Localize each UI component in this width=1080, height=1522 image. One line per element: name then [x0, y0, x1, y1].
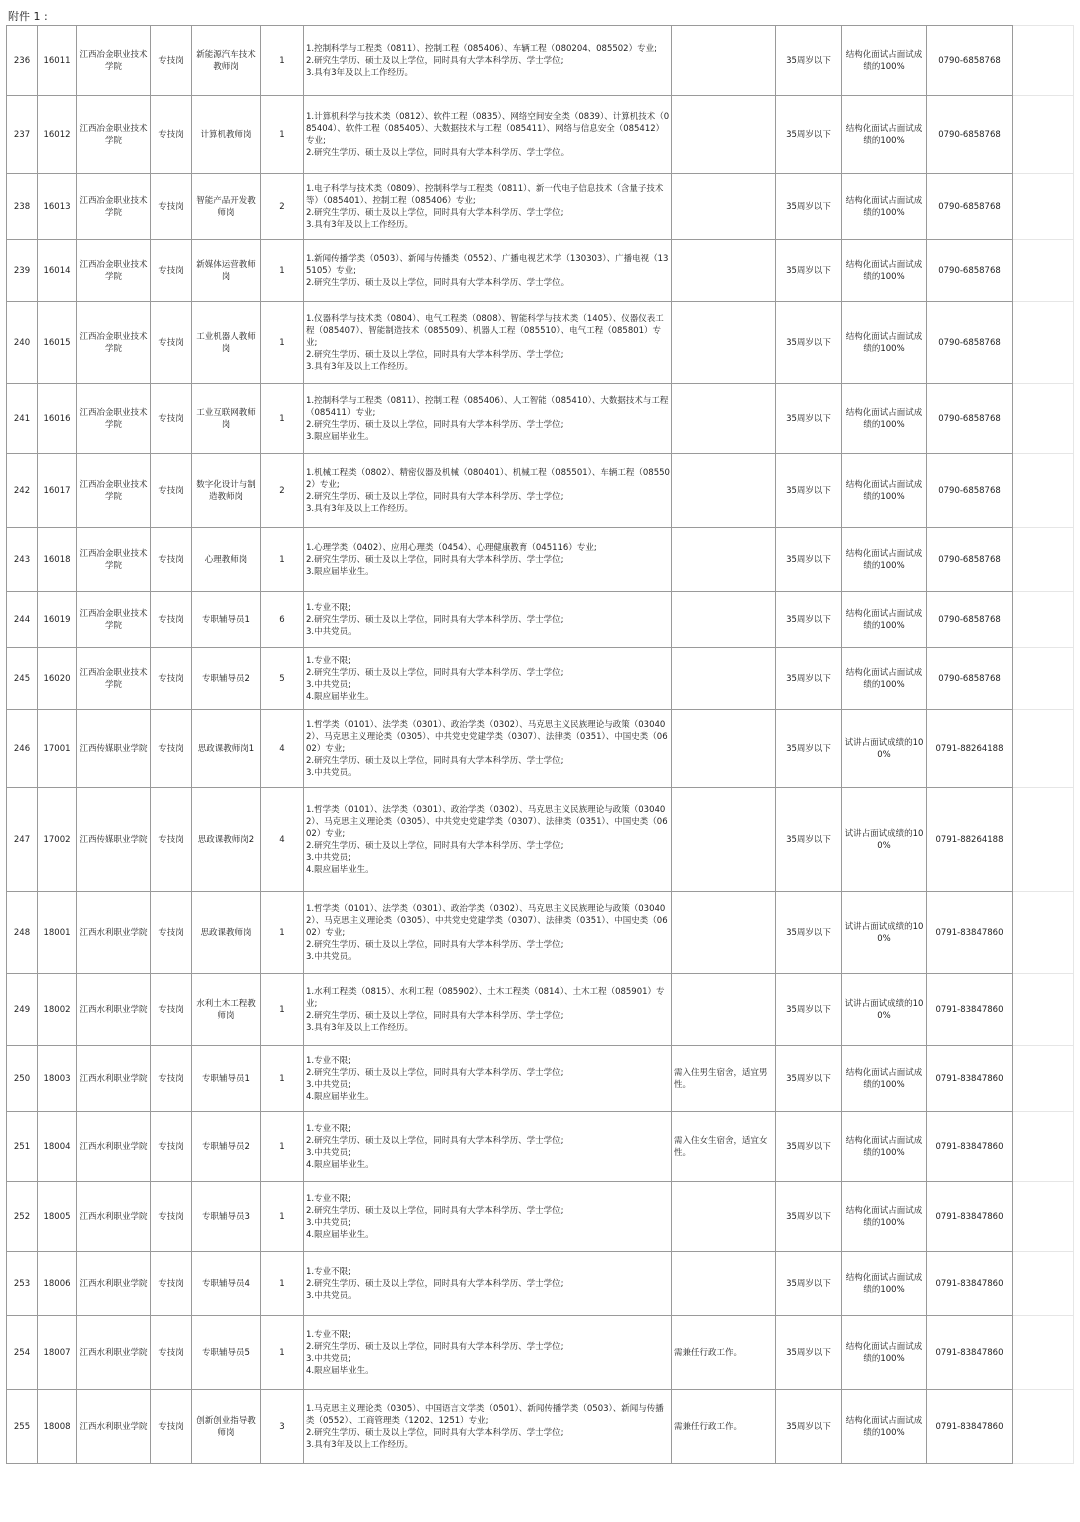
note-cell: 需兼任行政工作。	[672, 1316, 776, 1390]
table-row	[7, 1252, 1074, 1316]
table-row	[7, 302, 1074, 384]
category-cell: 专技岗	[151, 592, 192, 648]
table-row	[7, 892, 1074, 974]
requirements-cell: 1.仪器科学与技术类（0804）、电气工程类（0808）、智能科学与技术类（1405）、仪器仪表工程（085407）、智能制造技术（085509）、机器人工程（085510）、电气工程（085801）专业; 2.研究生学历、硕士及以上学位，同时具有大学本科学历、学士学位; 3.具有3年及以上工作经历。	[304, 302, 672, 384]
unit-cell: 江西水利职业学院	[77, 892, 151, 974]
note-cell	[672, 26, 776, 96]
code-cell: 18003	[38, 1046, 77, 1112]
count-cell: 1	[261, 96, 304, 174]
seq-cell: 252	[7, 1182, 38, 1252]
category-cell: 专技岗	[151, 384, 192, 454]
unit-cell: 江西冶金职业技术学院	[77, 96, 151, 174]
post-cell: 专职辅导员4	[192, 1252, 261, 1316]
age-cell: 35周岁以下	[776, 528, 842, 592]
count-cell: 1	[261, 892, 304, 974]
category-cell: 专技岗	[151, 974, 192, 1046]
unit-cell: 江西水利职业学院	[77, 974, 151, 1046]
table-row	[7, 1112, 1074, 1182]
requirements-cell: 1.控制科学与工程类（0811）、控制工程（085406）、人工智能（085410）、大数据技术与工程（085411）专业; 2.研究生学历、硕士及以上学位，同时具有大学本科学历、学士学位; 3.限应届毕业生。	[304, 384, 672, 454]
code-cell: 16014	[38, 240, 77, 302]
post-cell: 水利土木工程教师岗	[192, 974, 261, 1046]
age-cell: 35周岁以下	[776, 592, 842, 648]
note-cell	[672, 384, 776, 454]
count-cell: 1	[261, 1046, 304, 1112]
category-cell: 专技岗	[151, 454, 192, 528]
code-cell: 17001	[38, 710, 77, 788]
phone-cell: 0791-83847860	[927, 1316, 1013, 1390]
empty-cell	[1013, 384, 1074, 454]
age-cell: 35周岁以下	[776, 648, 842, 710]
age-cell: 35周岁以下	[776, 26, 842, 96]
category-cell: 专技岗	[151, 1390, 192, 1464]
category-cell: 专技岗	[151, 26, 192, 96]
age-cell: 35周岁以下	[776, 1252, 842, 1316]
count-cell: 5	[261, 648, 304, 710]
post-cell: 专职辅导员5	[192, 1316, 261, 1390]
code-cell: 16017	[38, 454, 77, 528]
unit-cell: 江西冶金职业技术学院	[77, 454, 151, 528]
phone-cell: 0791-88264188	[927, 788, 1013, 892]
empty-cell	[1013, 96, 1074, 174]
seq-cell: 236	[7, 26, 38, 96]
requirements-cell: 1.控制科学与工程类（0811）、控制工程（085406）、车辆工程（080204、085502）专业; 2.研究生学历、硕士及以上学位，同时具有大学本科学历、学士学位; 3.具有3年及以上工作经历。	[304, 26, 672, 96]
recruitment-table	[6, 25, 1074, 1464]
table-row	[7, 710, 1074, 788]
requirements-cell: 1.计算机科学与技术类（0812）、软件工程（0835）、网络空间安全类（0839）、计算机技术（085404）、软件工程（085405）、大数据技术与工程（085411）、网络与信息安全（085412）专业; 2.研究生学历、硕士及以上学位，同时具有大学本科学历、学士学位。	[304, 96, 672, 174]
category-cell: 专技岗	[151, 528, 192, 592]
phone-cell: 0791-83847860	[927, 1112, 1013, 1182]
table-row	[7, 454, 1074, 528]
count-cell: 1	[261, 26, 304, 96]
age-cell: 35周岁以下	[776, 1046, 842, 1112]
table-row	[7, 788, 1074, 892]
exam-cell: 试讲占面试成绩的100%	[842, 892, 927, 974]
unit-cell: 江西冶金职业技术学院	[77, 174, 151, 240]
count-cell: 3	[261, 1390, 304, 1464]
seq-cell: 251	[7, 1112, 38, 1182]
requirements-cell: 1.新闻传播学类（0503）、新闻与传播类（0552）、广播电视艺术学（130303）、广播电视（135105）专业; 2.研究生学历、硕士及以上学位，同时具有大学本科学历、学士学位。	[304, 240, 672, 302]
requirements-cell: 1.专业不限; 2.研究生学历、硕士及以上学位，同时具有大学本科学历、学士学位; 3.中共党员; 4.限应届毕业生。	[304, 1112, 672, 1182]
empty-cell	[1013, 528, 1074, 592]
phone-cell: 0790-6858768	[927, 240, 1013, 302]
requirements-cell: 1.电子科学与技术类（0809）、控制科学与工程类（0811）、新一代电子信息技术（含量子技术等）（085401）、控制工程（085406）专业; 2.研究生学历、硕士及以上学位，同时具有大学本科学历、学士学位; 3.具有3年及以上工作经历。	[304, 174, 672, 240]
code-cell: 18002	[38, 974, 77, 1046]
requirements-cell: 1.专业不限; 2.研究生学历、硕士及以上学位，同时具有大学本科学历、学士学位; 3.中共党员。	[304, 1252, 672, 1316]
post-cell: 创新创业指导教师岗	[192, 1390, 261, 1464]
category-cell: 专技岗	[151, 174, 192, 240]
post-cell: 心理教师岗	[192, 528, 261, 592]
exam-cell: 结构化面试占面试成绩的100%	[842, 454, 927, 528]
code-cell: 16019	[38, 592, 77, 648]
exam-cell: 结构化面试占面试成绩的100%	[842, 1390, 927, 1464]
note-cell	[672, 648, 776, 710]
unit-cell: 江西水利职业学院	[77, 1112, 151, 1182]
note-cell	[672, 528, 776, 592]
phone-cell: 0790-6858768	[927, 454, 1013, 528]
count-cell: 2	[261, 174, 304, 240]
code-cell: 18008	[38, 1390, 77, 1464]
table-row	[7, 1316, 1074, 1390]
seq-cell: 250	[7, 1046, 38, 1112]
empty-cell	[1013, 1252, 1074, 1316]
post-cell: 专职辅导员2	[192, 1112, 261, 1182]
empty-cell	[1013, 592, 1074, 648]
unit-cell: 江西水利职业学院	[77, 1252, 151, 1316]
attachment-label: 附件 1 :	[8, 10, 48, 23]
phone-cell: 0791-83847860	[927, 1252, 1013, 1316]
category-cell: 专技岗	[151, 1112, 192, 1182]
category-cell: 专技岗	[151, 788, 192, 892]
requirements-cell: 1.专业不限; 2.研究生学历、硕士及以上学位，同时具有大学本科学历、学士学位; 3.中共党员。	[304, 592, 672, 648]
phone-cell: 0790-6858768	[927, 174, 1013, 240]
age-cell: 35周岁以下	[776, 174, 842, 240]
exam-cell: 结构化面试占面试成绩的100%	[842, 240, 927, 302]
unit-cell: 江西冶金职业技术学院	[77, 592, 151, 648]
post-cell: 数字化设计与制造教师岗	[192, 454, 261, 528]
table-row	[7, 240, 1074, 302]
empty-cell	[1013, 174, 1074, 240]
age-cell: 35周岁以下	[776, 384, 842, 454]
count-cell: 1	[261, 528, 304, 592]
empty-cell	[1013, 974, 1074, 1046]
note-cell	[672, 454, 776, 528]
post-cell: 思政课教师岗1	[192, 710, 261, 788]
exam-cell: 结构化面试占面试成绩的100%	[842, 302, 927, 384]
note-cell: 需兼任行政工作。	[672, 1390, 776, 1464]
category-cell: 专技岗	[151, 710, 192, 788]
unit-cell: 江西水利职业学院	[77, 1046, 151, 1112]
post-cell: 工业互联网教师岗	[192, 384, 261, 454]
phone-cell: 0790-6858768	[927, 648, 1013, 710]
table-row	[7, 1182, 1074, 1252]
code-cell: 16018	[38, 528, 77, 592]
table-row	[7, 974, 1074, 1046]
exam-cell: 结构化面试占面试成绩的100%	[842, 528, 927, 592]
post-cell: 计算机教师岗	[192, 96, 261, 174]
unit-cell: 江西冶金职业技术学院	[77, 302, 151, 384]
code-cell: 16015	[38, 302, 77, 384]
age-cell: 35周岁以下	[776, 1112, 842, 1182]
phone-cell: 0790-6858768	[927, 384, 1013, 454]
requirements-cell: 1.专业不限; 2.研究生学历、硕士及以上学位，同时具有大学本科学历、学士学位; 3.中共党员; 4.限应届毕业生。	[304, 1316, 672, 1390]
note-cell	[672, 892, 776, 974]
seq-cell: 253	[7, 1252, 38, 1316]
note-cell	[672, 240, 776, 302]
unit-cell: 江西冶金职业技术学院	[77, 240, 151, 302]
empty-cell	[1013, 1046, 1074, 1112]
count-cell: 1	[261, 974, 304, 1046]
unit-cell: 江西冶金职业技术学院	[77, 648, 151, 710]
requirements-cell: 1.哲学类（0101）、法学类（0301）、政治学类（0302）、马克思主义民族理论与政策（030402）、马克思主义理论类（0305）、中共党史党建学类（0307）、法律类（0351）、中国史类（0602）专业; 2.研究生学历、硕士及以上学位，同时具有大学本科学历、学士学位; 3.中共党员。	[304, 710, 672, 788]
code-cell: 16016	[38, 384, 77, 454]
table-row	[7, 592, 1074, 648]
age-cell: 35周岁以下	[776, 96, 842, 174]
phone-cell: 0790-6858768	[927, 528, 1013, 592]
exam-cell: 结构化面试占面试成绩的100%	[842, 1182, 927, 1252]
empty-cell	[1013, 240, 1074, 302]
post-cell: 专职辅导员1	[192, 592, 261, 648]
seq-cell: 241	[7, 384, 38, 454]
seq-cell: 240	[7, 302, 38, 384]
category-cell: 专技岗	[151, 96, 192, 174]
count-cell: 4	[261, 788, 304, 892]
note-cell	[672, 96, 776, 174]
post-cell: 工业机器人教师岗	[192, 302, 261, 384]
category-cell: 专技岗	[151, 648, 192, 710]
table-row	[7, 96, 1074, 174]
age-cell: 35周岁以下	[776, 302, 842, 384]
phone-cell: 0791-83847860	[927, 892, 1013, 974]
seq-cell: 238	[7, 174, 38, 240]
exam-cell: 试讲占面试成绩的100%	[842, 788, 927, 892]
count-cell: 4	[261, 710, 304, 788]
empty-cell	[1013, 648, 1074, 710]
seq-cell: 239	[7, 240, 38, 302]
category-cell: 专技岗	[151, 1182, 192, 1252]
note-cell	[672, 788, 776, 892]
table-row	[7, 1390, 1074, 1464]
exam-cell: 试讲占面试成绩的100%	[842, 710, 927, 788]
seq-cell: 248	[7, 892, 38, 974]
code-cell: 18005	[38, 1182, 77, 1252]
phone-cell: 0791-83847860	[927, 974, 1013, 1046]
exam-cell: 结构化面试占面试成绩的100%	[842, 648, 927, 710]
seq-cell: 247	[7, 788, 38, 892]
unit-cell: 江西传媒职业学院	[77, 788, 151, 892]
note-cell	[672, 302, 776, 384]
count-cell: 1	[261, 1252, 304, 1316]
category-cell: 专技岗	[151, 1316, 192, 1390]
note-cell	[672, 710, 776, 788]
requirements-cell: 1.心理学类（0402）、应用心理类（0454）、心理健康教育（045116）专业; 2.研究生学历、硕士及以上学位，同时具有大学本科学历、学士学位; 3.限应届毕业生。	[304, 528, 672, 592]
post-cell: 专职辅导员2	[192, 648, 261, 710]
exam-cell: 试讲占面试成绩的100%	[842, 974, 927, 1046]
seq-cell: 243	[7, 528, 38, 592]
requirements-cell: 1.专业不限; 2.研究生学历、硕士及以上学位，同时具有大学本科学历、学士学位; 3.中共党员; 4.限应届毕业生。	[304, 1182, 672, 1252]
unit-cell: 江西水利职业学院	[77, 1390, 151, 1464]
count-cell: 2	[261, 454, 304, 528]
category-cell: 专技岗	[151, 1252, 192, 1316]
exam-cell: 结构化面试占面试成绩的100%	[842, 96, 927, 174]
code-cell: 16020	[38, 648, 77, 710]
exam-cell: 结构化面试占面试成绩的100%	[842, 174, 927, 240]
seq-cell: 245	[7, 648, 38, 710]
requirements-cell: 1.水利工程类（0815）、水利工程（085902）、土木工程类（0814）、土木工程（085901）专业; 2.研究生学历、硕士及以上学位，同时具有大学本科学历、学士学位; 3.具有3年及以上工作经历。	[304, 974, 672, 1046]
empty-cell	[1013, 26, 1074, 96]
empty-cell	[1013, 788, 1074, 892]
count-cell: 1	[261, 1112, 304, 1182]
exam-cell: 结构化面试占面试成绩的100%	[842, 1112, 927, 1182]
seq-cell: 242	[7, 454, 38, 528]
requirements-cell: 1.哲学类（0101）、法学类（0301）、政治学类（0302）、马克思主义民族理论与政策（030402）、马克思主义理论类（0305）、中共党史党建学类（0307）、法律类（0351）、中国史类（0602）专业; 2.研究生学历、硕士及以上学位，同时具有大学本科学历、学士学位; 3.中共党员; 4.限应届毕业生。	[304, 788, 672, 892]
seq-cell: 244	[7, 592, 38, 648]
requirements-cell: 1.机械工程类（0802）、精密仪器及机械（080401）、机械工程（085501）、车辆工程（085502）专业; 2.研究生学历、硕士及以上学位，同时具有大学本科学历、学士学位; 3.具有3年及以上工作经历。	[304, 454, 672, 528]
category-cell: 专技岗	[151, 892, 192, 974]
category-cell: 专技岗	[151, 240, 192, 302]
empty-cell	[1013, 454, 1074, 528]
seq-cell: 237	[7, 96, 38, 174]
seq-cell: 254	[7, 1316, 38, 1390]
table-row	[7, 1046, 1074, 1112]
code-cell: 18004	[38, 1112, 77, 1182]
table-row	[7, 648, 1074, 710]
phone-cell: 0791-83847860	[927, 1182, 1013, 1252]
count-cell: 6	[261, 592, 304, 648]
phone-cell: 0790-6858768	[927, 26, 1013, 96]
code-cell: 16012	[38, 96, 77, 174]
count-cell: 1	[261, 384, 304, 454]
note-cell	[672, 1182, 776, 1252]
post-cell: 新媒体运营教师岗	[192, 240, 261, 302]
unit-cell: 江西水利职业学院	[77, 1316, 151, 1390]
note-cell	[672, 174, 776, 240]
age-cell: 35周岁以下	[776, 1182, 842, 1252]
requirements-cell: 1.哲学类（0101）、法学类（0301）、政治学类（0302）、马克思主义民族理论与政策（030402）、马克思主义理论类（0305）、中共党史党建学类（0307）、法律类（0351）、中国史类（0602）专业; 2.研究生学历、硕士及以上学位，同时具有大学本科学历、学士学位; 3.中共党员。	[304, 892, 672, 974]
empty-cell	[1013, 892, 1074, 974]
phone-cell: 0790-6858768	[927, 302, 1013, 384]
category-cell: 专技岗	[151, 1046, 192, 1112]
requirements-cell: 1.专业不限; 2.研究生学历、硕士及以上学位，同时具有大学本科学历、学士学位; 3.中共党员; 4.限应届毕业生。	[304, 1046, 672, 1112]
count-cell: 1	[261, 1316, 304, 1390]
phone-cell: 0791-88264188	[927, 710, 1013, 788]
post-cell: 思政课教师岗	[192, 892, 261, 974]
phone-cell: 0791-83847860	[927, 1390, 1013, 1464]
note-cell: 需入住女生宿舍，适宜女性。	[672, 1112, 776, 1182]
empty-cell	[1013, 1182, 1074, 1252]
table-row	[7, 528, 1074, 592]
code-cell: 18006	[38, 1252, 77, 1316]
unit-cell: 江西传媒职业学院	[77, 710, 151, 788]
table-row	[7, 26, 1074, 96]
exam-cell: 结构化面试占面试成绩的100%	[842, 26, 927, 96]
phone-cell: 0791-83847860	[927, 1046, 1013, 1112]
exam-cell: 结构化面试占面试成绩的100%	[842, 384, 927, 454]
requirements-cell: 1.马克思主义理论类（0305）、中国语言文学类（0501）、新闻传播学类（0503）、新闻与传播类（0552）、工商管理类（1202、1251）专业; 2.研究生学历、硕士及以上学位，同时具有大学本科学历、学士学位; 3.具有3年及以上工作经历。	[304, 1390, 672, 1464]
age-cell: 35周岁以下	[776, 788, 842, 892]
table-row	[7, 174, 1074, 240]
count-cell: 1	[261, 1182, 304, 1252]
seq-cell: 255	[7, 1390, 38, 1464]
category-cell: 专技岗	[151, 302, 192, 384]
post-cell: 智能产品开发教师岗	[192, 174, 261, 240]
requirements-cell: 1.专业不限; 2.研究生学历、硕士及以上学位，同时具有大学本科学历、学士学位; 3.中共党员; 4.限应届毕业生。	[304, 648, 672, 710]
exam-cell: 结构化面试占面试成绩的100%	[842, 1046, 927, 1112]
code-cell: 16013	[38, 174, 77, 240]
age-cell: 35周岁以下	[776, 454, 842, 528]
age-cell: 35周岁以下	[776, 710, 842, 788]
empty-cell	[1013, 1390, 1074, 1464]
code-cell: 17002	[38, 788, 77, 892]
code-cell: 18001	[38, 892, 77, 974]
count-cell: 1	[261, 302, 304, 384]
seq-cell: 246	[7, 710, 38, 788]
table-body	[7, 26, 1074, 1464]
post-cell: 新能源汽车技术教师岗	[192, 26, 261, 96]
unit-cell: 江西冶金职业技术学院	[77, 26, 151, 96]
exam-cell: 结构化面试占面试成绩的100%	[842, 592, 927, 648]
empty-cell	[1013, 1112, 1074, 1182]
seq-cell: 249	[7, 974, 38, 1046]
age-cell: 35周岁以下	[776, 240, 842, 302]
count-cell: 1	[261, 240, 304, 302]
empty-cell	[1013, 302, 1074, 384]
phone-cell: 0790-6858768	[927, 592, 1013, 648]
empty-cell	[1013, 1316, 1074, 1390]
note-cell	[672, 1252, 776, 1316]
post-cell: 思政课教师岗2	[192, 788, 261, 892]
table-row	[7, 384, 1074, 454]
post-cell: 专职辅导员3	[192, 1182, 261, 1252]
exam-cell: 结构化面试占面试成绩的100%	[842, 1252, 927, 1316]
unit-cell: 江西水利职业学院	[77, 1182, 151, 1252]
code-cell: 16011	[38, 26, 77, 96]
age-cell: 35周岁以下	[776, 892, 842, 974]
note-cell	[672, 974, 776, 1046]
unit-cell: 江西冶金职业技术学院	[77, 528, 151, 592]
age-cell: 35周岁以下	[776, 1316, 842, 1390]
note-cell: 需入住男生宿舍，适宜男性。	[672, 1046, 776, 1112]
unit-cell: 江西冶金职业技术学院	[77, 384, 151, 454]
note-cell	[672, 592, 776, 648]
code-cell: 18007	[38, 1316, 77, 1390]
age-cell: 35周岁以下	[776, 974, 842, 1046]
empty-cell	[1013, 710, 1074, 788]
exam-cell: 结构化面试占面试成绩的100%	[842, 1316, 927, 1390]
post-cell: 专职辅导员1	[192, 1046, 261, 1112]
phone-cell: 0790-6858768	[927, 96, 1013, 174]
age-cell: 35周岁以下	[776, 1390, 842, 1464]
